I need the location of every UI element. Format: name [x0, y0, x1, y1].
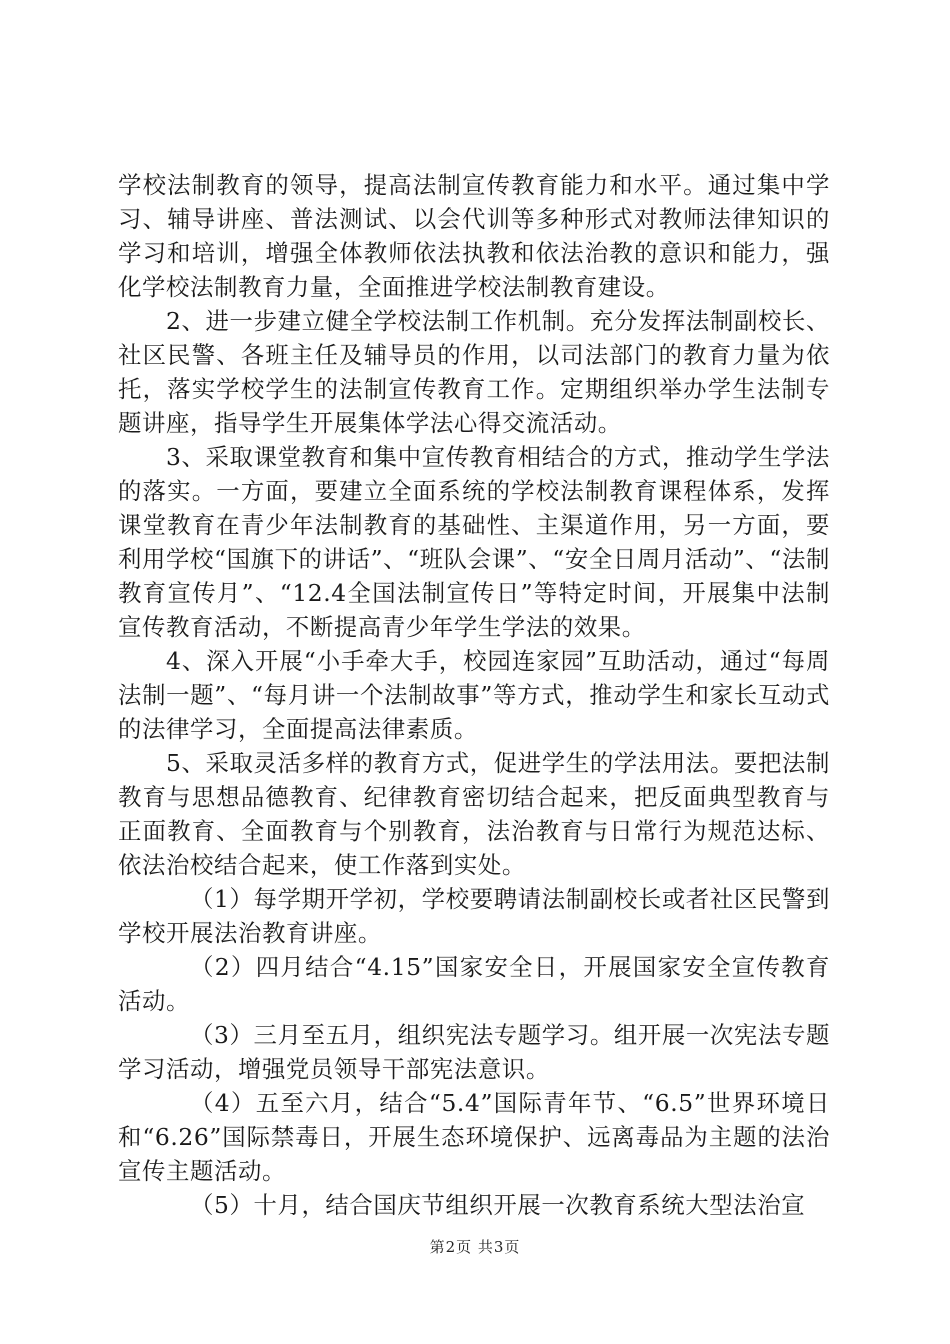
- paragraph-continuation: 学校法制教育的领导，提高法制宣传教育能力和水平。通过集中学习、辅导讲座、普法测试、以会代训等多种形式对教师法律知识的学习和培训，增强全体教师依法执教和依法治教的意识和能力，强化学校法制教育力量，全面推进学校法制教育建设。: [118, 171, 830, 301]
- paragraph-subitem-1: （1）每学期开学初，学校要聘请法制副校长或者社区民警到学校开展法治教育讲座。: [118, 885, 830, 947]
- paragraph-subitem-3: （3）三月至五月，组织宪法专题学习。组开展一次宪法专题学习活动，增强党员领导干部宪法意识。: [118, 1021, 830, 1083]
- paragraph-item-5: 5、采取灵活多样的教育方式，促进学生的学法用法。要把法制教育与思想品德教育、纪律教育密切结合起来，把反面典型教育与正面教育、全面教育与个别教育，法治教育与日常行为规范达标、依法治校结合起来，使工作落到实处。: [118, 749, 830, 879]
- paragraph-subitem-2: （2）四月结合“4.15”国家安全日，开展国家安全宣传教育活动。: [118, 953, 830, 1015]
- paragraph-item-4: 4、深入开展“小手牵大手，校园连家园”互助活动，通过“每周法制一题”、“每月讲一个法制故事”等方式，推动学生和家长互动式的法律学习，全面提高法律素质。: [118, 647, 830, 743]
- document-body: [118, 168, 830, 1222]
- page-number-footer: 第2页 共3页: [429, 1238, 521, 1256]
- paragraph-item-2: 2、进一步建立健全学校法制工作机制。充分发挥法制副校长、社区民警、各班主任及辅导员的作用，以司法部门的教育力量为依托，落实学校学生的法制宣传教育工作。定期组织举办学生法制专题讲座，指导学生开展集体学法心得交流活动。: [118, 307, 830, 437]
- paragraph-subitem-4: （4）五至六月，结合“5.4”国际青年节、“6.5”世界环境日和“6.26”国际禁毒日，开展生态环境保护、远离毒品为主题的法治宣传主题活动。: [118, 1089, 830, 1185]
- paragraph-subitem-5: （5）十月，结合国庆节组织开展一次教育系统大型法治宣: [190, 1191, 806, 1219]
- paragraph-item-3: 3、采取课堂教育和集中宣传教育相结合的方式，推动学生学法的落实。一方面，要建立全面系统的学校法制教育课程体系，发挥课堂教育在青少年法制教育的基础性、主渠道作用，另一方面，要利用学校“国旗下的讲话”、“班队会课”、“安全日周月活动”、“法制教育宣传月”、“12.4全国法制宣传日”等特定时间，开展集中法制宣传教育活动，不断提高青少年学生学法的效果。: [118, 443, 830, 641]
